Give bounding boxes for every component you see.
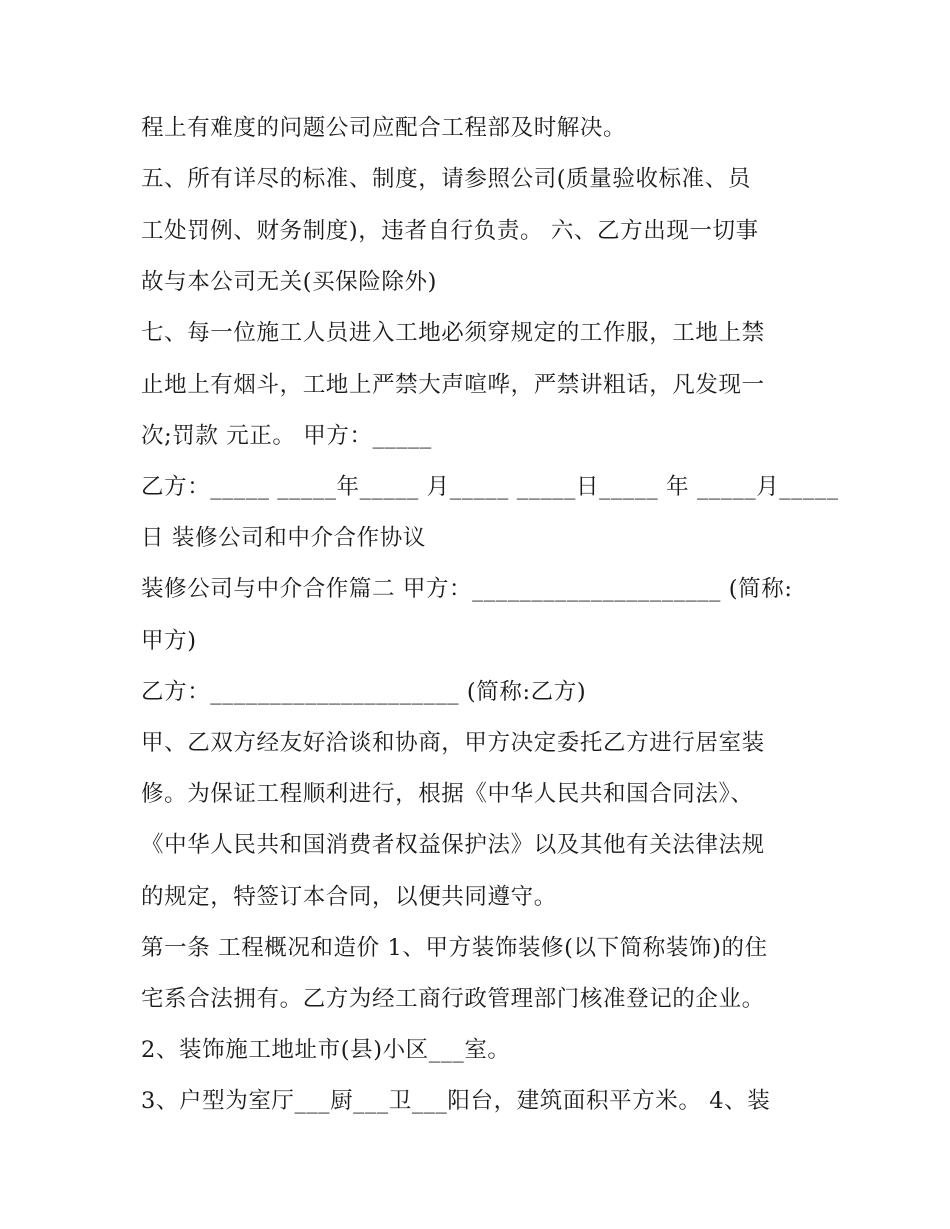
paragraph-line-3: 工处罚例、财务制度)，违者自行负责。 六、乙方出现一切事 xyxy=(141,218,759,244)
paragraph-line-10: 装修公司与中介合作篇二 甲方：_____________________ (简称: xyxy=(141,576,793,602)
paragraph-line-5: 七、每一位施工人员进入工地必须穿规定的工作服，工地上禁 xyxy=(141,320,765,346)
paragraph-line-17: 第一条 工程概况和造价 1、甲方装饰装修(以下简称装饰)的住 xyxy=(141,935,768,961)
paragraph-line-13: 甲、乙双方经友好洽谈和协商，甲方决定委托乙方进行居室装 xyxy=(141,730,765,756)
paragraph-line-20: 3、户型为室厅___厨___卫___阳台，建筑面积平方米。 4、装 xyxy=(141,1088,771,1114)
paragraph-line-4: 故与本公司无关(买保险除外) xyxy=(141,269,437,295)
paragraph-line-11: 甲方) xyxy=(141,628,197,654)
paragraph-line-9: 日 装修公司和中介合作协议 xyxy=(141,525,426,551)
paragraph-line-7: 次;罚款 元正。 甲方：_____ xyxy=(141,423,432,449)
paragraph-line-2: 五、所有详尽的标准、制度，请参照公司(质量验收标准、员 xyxy=(141,166,751,192)
paragraph-line-15: 《中华人民共和国消费者权益保护法》以及其他有关法律法规 xyxy=(141,832,765,858)
paragraph-line-16: 的规定，特签订本合同，以便共同遵守。 xyxy=(141,884,557,910)
paragraph-line-8: 乙方：_____ _____年_____ 月_____ _____日_____ 年 _____月_____ xyxy=(141,474,839,500)
paragraph-line-1: 程上有难度的问题公司应配合工程部及时解决。 xyxy=(141,115,627,141)
paragraph-line-6: 止地上有烟斗，工地上严禁大声喧哗，严禁讲粗话，凡发现一 xyxy=(141,372,765,398)
paragraph-line-19: 2、装饰施工地址市(县)小区___室。 xyxy=(141,1037,511,1063)
paragraph-line-12: 乙方：_____________________ (简称:乙方) xyxy=(141,679,587,705)
paragraph-line-14: 修。为保证工程顺利进行，根据《中华人民共和国合同法》、 xyxy=(141,781,754,807)
paragraph-line-18: 宅系合法拥有。乙方为经工商行政管理部门核准登记的企业。 xyxy=(141,986,765,1012)
